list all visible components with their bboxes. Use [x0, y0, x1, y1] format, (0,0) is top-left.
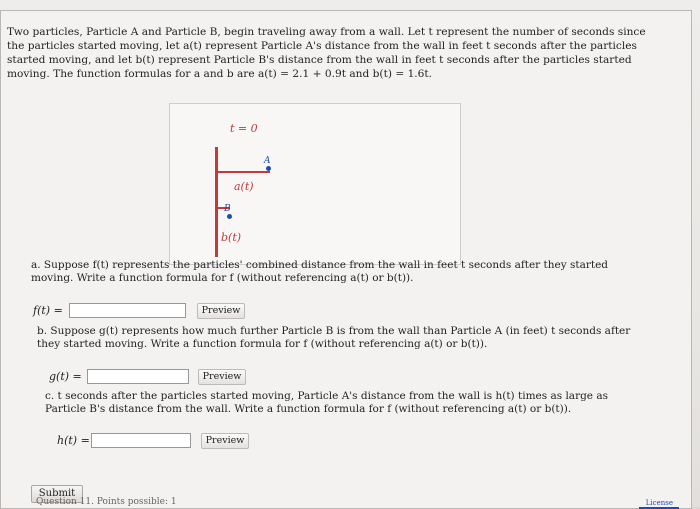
preview-a-button[interactable]: Preview: [197, 303, 245, 319]
particle-b-label: B: [224, 204, 231, 214]
question-b-text: b. Suppose g(t) represents how much further Particle B is from the wall than Particle A (in feet) t seconds after they started moving. Write a function formula for f (without referencing a(t) or b(t)).: [37, 325, 631, 350]
particle-a-label: A: [264, 156, 271, 166]
question-footer: Question 11. Points possible: 1: [36, 497, 177, 507]
question-c-text: c. t seconds after the particles started moving, Particle A's distance from the wall is h(t) times as large as Particle B's distance from the wall. Write a function formula for f (without referencing a(t) or b(t)).: [45, 390, 609, 415]
question-a-text: a. Suppose f(t) represents the particles' combined distance from the wall in feet t seconds after they started moving. Write a function formula for f (without referencing a(t) or b(t)).: [31, 259, 609, 284]
g-input[interactable]: [87, 369, 189, 384]
f-input[interactable]: [69, 303, 186, 318]
h-input[interactable]: [91, 433, 191, 448]
h-label: h(t) =: [57, 434, 90, 447]
f-label: f(t) =: [33, 304, 63, 317]
particle-b-point: [227, 214, 232, 219]
problem-intro: Two particles, Particle A and Particle B, begin traveling away from a wall. Let t represent the number of seconds since the particles started moving, let a(t) represent Particle A's distance from the wall in feet t seconds after the particles started moving, and let b(t) represent Particle B's distance from the wall in feet t seconds after the particles started moving. The function formulas for a and b are a(t) = 2.1 + 0.9t and b(t) = 1.6t.: [7, 26, 646, 80]
preview-b-button[interactable]: Preview: [198, 369, 246, 385]
g-label: g(t) =: [49, 370, 82, 383]
a-distance-line: [218, 171, 270, 173]
preview-c-button[interactable]: Preview: [201, 433, 249, 449]
time-label: t = 0: [230, 122, 258, 135]
particles-figure: [169, 103, 461, 265]
b-of-t-label: b(t): [221, 231, 242, 244]
license-link[interactable]: License: [645, 499, 673, 507]
wall-line: [215, 147, 218, 257]
question-card: [0, 10, 692, 509]
particle-a-point: [266, 166, 271, 171]
submit-button[interactable]: Submit: [31, 485, 83, 503]
a-of-t-label: a(t): [234, 180, 254, 193]
